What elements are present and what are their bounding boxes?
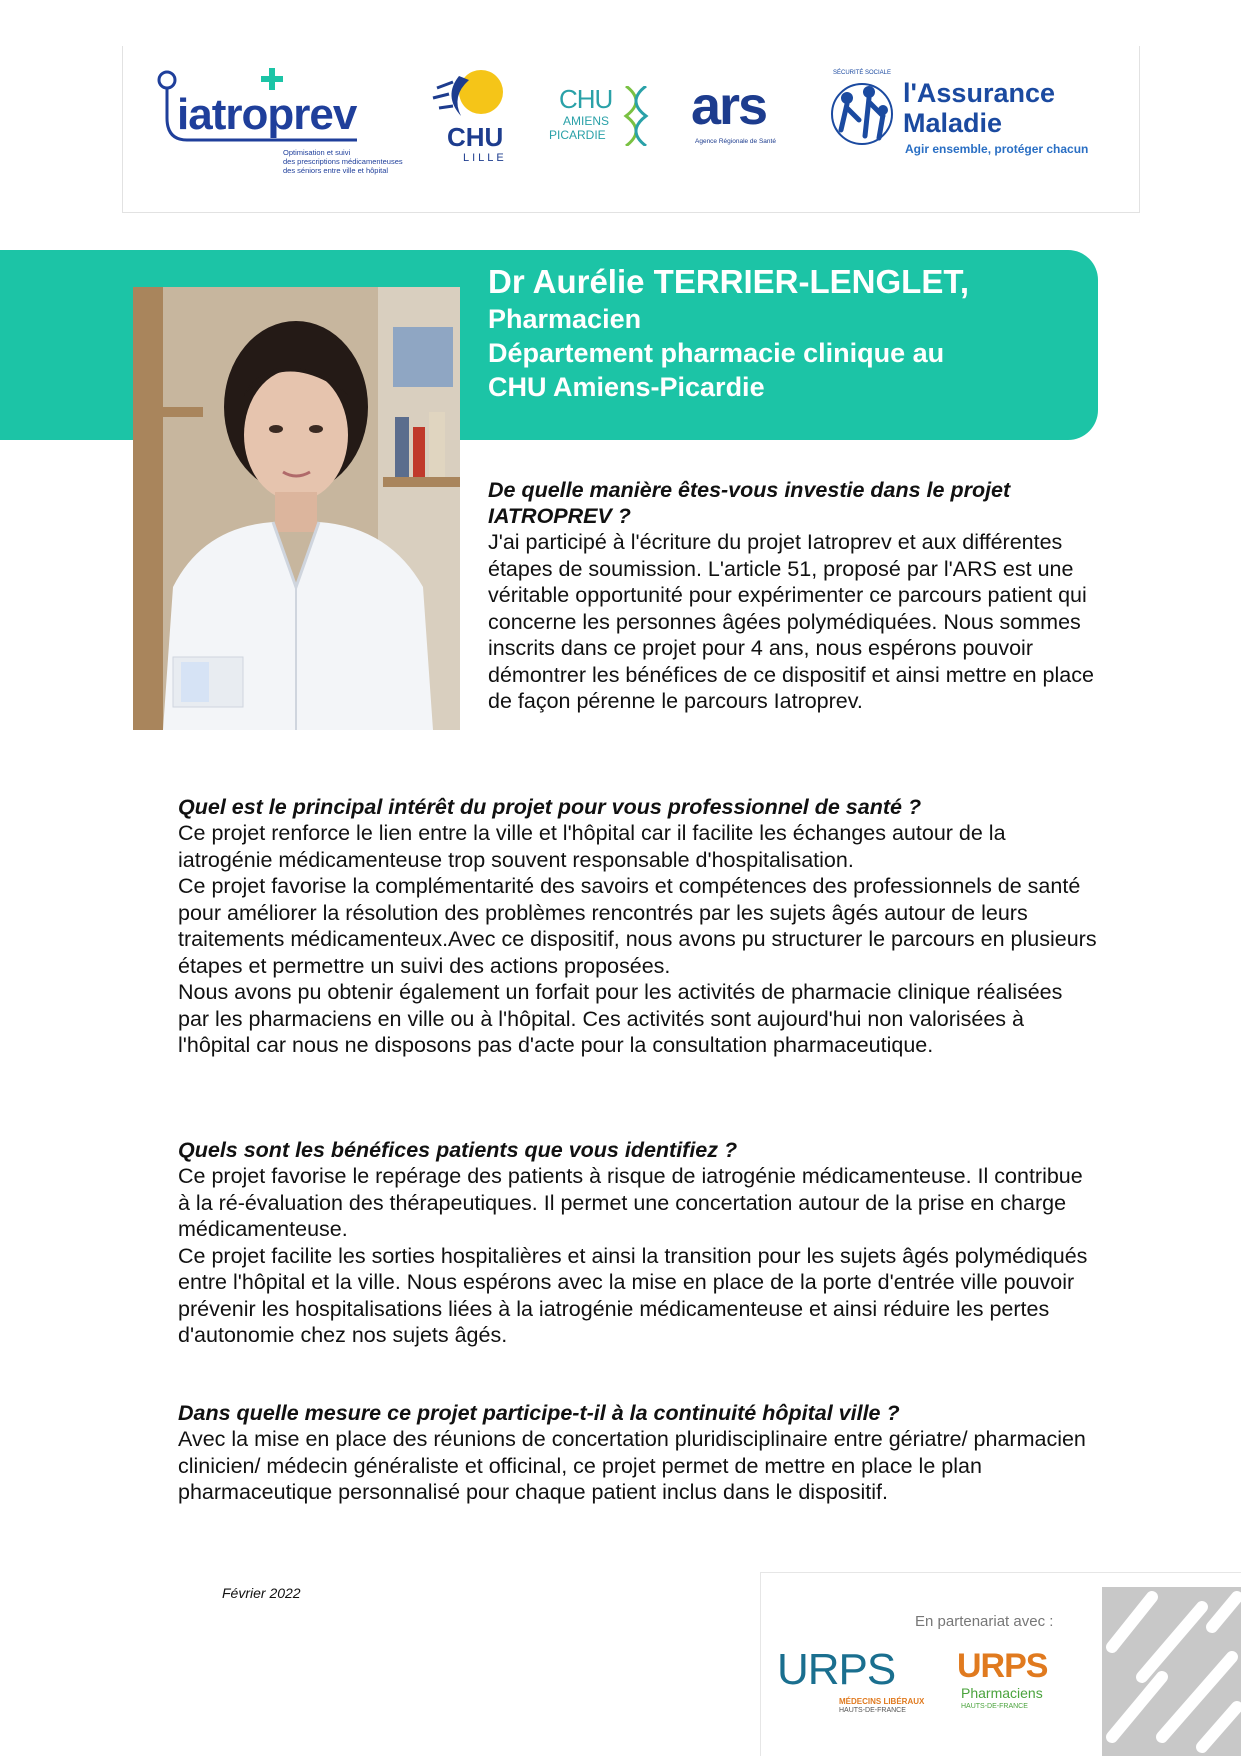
intro-section [488,477,1098,715]
stripe-pattern [1102,1587,1241,1756]
section-paragraph: Avec la mise en place des réunions de concertation pluridisciplinaire entre gériatre/ pharmacien clinicien/ médecin généraliste et officinal, ce projet permet de mettre en place le plan pharmaceutique personnalisé pour chaque patient inclus dans le dispositif. [178,1427,1086,1504]
ars-logo [691,76,801,156]
interest-section [178,794,1098,1059]
chu-amiens-sub: AMIENS [563,114,610,128]
publication-date: Février 2022 [222,1585,301,1601]
urps-pharmaciens-region: HAUTS-DE-FRANCE [961,1703,1028,1710]
urps-pharmaciens-sub: Pharmaciens [961,1685,1043,1701]
iatroprev-tagline: des séniors entre ville et hôpital [283,166,389,175]
ars-sub: Agence Régionale de Santé [695,138,776,145]
person-role: Pharmacien [488,304,642,334]
section-paragraph: Nous avons pu obtenir également un forfait pour les activités de pharmacie clinique réalisées par les pharmaciens en ville ou à l'hôpital. Ces activités sont aujourd'hui non valorisées à l'hôpital car nous ne disposons pas d'acte pour la consultation pharmaceutique. [178,980,1063,1057]
chu-amiens-logo [549,84,659,154]
portrait-photo [133,287,460,730]
urps-medecins-logo [777,1645,947,1725]
section-answer: J'ai participé à l'écriture du projet Iatroprev et aux différentes étapes de soumission. L'article 51, proposé par l'ARS est une véritable opportunité pour expérimenter ce parcours patient qui concerne les personnes âgées polymédiquées. Nous sommes inscrits dans ce projet pour 4 ans, nous espérons pouvoir démontrer les bénéfices de ce dispositif et ainsi mettre en place de façon pérenne le parcours Iatroprev. [488,530,1094,713]
section-paragraph: Ce projet facilite les sorties hospitalières et ainsi la transition pour les sujets âgés polymédiqués entre l'hôpital et la ville. Nous espérons avec la mise en place de la porte d'entrée ville pouvoir prévenir les hospitalisations liées à la iatrogénie médicamenteuse et ainsi réduire les pertes d'autonomie chez nos sujets âgés. [178,1243,1088,1347]
partner-label: En partenariat avec : [915,1613,1054,1630]
chu-lille-city: LILLE [463,152,507,164]
assurance-maladie-wordmark: l'Assurance [903,78,1055,108]
dna-icon [621,86,651,146]
urps-medecins-region: HAUTS-DE-FRANCE [839,1707,906,1714]
section-question: Quels sont les bénéfices patients que vous identifiez ? [178,1138,738,1162]
iatroprev-wordmark: iatroprev [177,90,357,139]
continuity-section [178,1400,1098,1506]
iatroprev-tagline: des prescriptions médicamenteuses [283,157,403,166]
family-icon [825,72,899,152]
urps-pharmaciens-logo [957,1647,1067,1727]
person-name: Dr Aurélie TERRIER-LENGLET, [488,263,969,300]
ars-wordmark: ars [691,76,767,136]
chu-amiens-sub: PICARDIE [549,128,606,142]
assurance-maladie-tagline: Agir ensemble, protéger chacun [905,142,1089,156]
benefits-section [178,1137,1098,1349]
urps-pharmaciens-wordmark: URPS [957,1647,1048,1685]
urps-medecins-sub: MÉDECINS LIBÉRAUX [839,1697,925,1706]
assurance-maladie-logo [825,70,1125,170]
section-paragraph: Ce projet favorise le repérage des patients à risque de iatrogénie médicamenteuse. Il contribue à la ré-évaluation des thérapeutiques. Il permet une concertation autour de la prise en charge médicamenteuse. [178,1164,1083,1241]
profile-header [488,262,1088,404]
section-paragraph: Ce projet favorise la complémentarité des savoirs et compétences des professionnels de santé pour améliorer la résolution des problèmes rencontrés par les sujets âgés autour de leurs traitements médicamenteux.Avec ce dispositif, nous avons pu structurer le parcours en plusieurs étapes et permettre un suivi des actions proposées. [178,874,1097,978]
partner-box [760,1572,1241,1756]
logo-header [122,46,1140,213]
section-question: De quelle manière êtes-vous investie dans le projet IATROPREV ? [488,478,1011,528]
section-question: Dans quelle mesure ce projet participe-t-il à la continuité hôpital ville ? [178,1401,900,1425]
section-paragraph: Ce projet renforce le lien entre la ville et l'hôpital car il facilite les échanges autour de la iatrogénie médicamenteuse trop souvent responsable d'hospitalisation. [178,821,1006,872]
assurance-maladie-wordmark: Maladie [903,108,1003,138]
chu-lille-wordmark: CHU [447,122,504,152]
chu-amiens-wordmark: CHU [559,84,613,114]
person-institution: CHU Amiens-Picardie [488,372,765,402]
securite-sociale-label: SÉCURITÉ SOCIALE [833,70,892,76]
section-question: Quel est le principal intérêt du projet pour vous professionnel de santé ? [178,795,922,819]
iatroprev-logo [157,68,403,178]
iatroprev-tagline: Optimisation et suivi [283,148,351,157]
chu-lille-logo [423,66,523,166]
person-department: Département pharmacie clinique au [488,338,945,368]
urps-medecins-wordmark: URPS [777,1645,896,1694]
